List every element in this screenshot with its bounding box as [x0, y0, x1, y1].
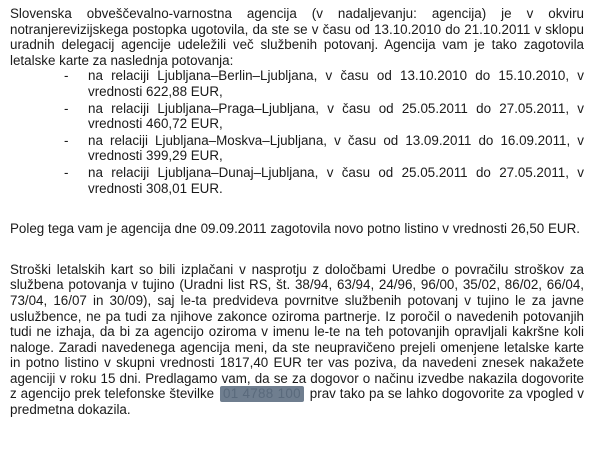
passport-paragraph: Poleg tega vam je agencija dne 09.09.2011 zagotovila novo potno listino v vrednosti 26,50 EUR.: [10, 221, 580, 237]
closing-paragraph: [10, 262, 584, 418]
dash-bullet: -: [64, 68, 69, 84]
list-item: [10, 165, 584, 196]
list-item: [10, 133, 584, 164]
trip-text: na relaciji Ljubljana–Berlin–Ljubljana, v času od 13.10.2010 do 15.10.2010, v vrednosti 622,88 EUR,: [88, 68, 584, 99]
dash-bullet: -: [64, 164, 69, 180]
trip-text: na relaciji Ljubljana–Dunaj–Ljubljana, v času od 25.05.2011 do 27.05.2011, v vrednosti 308,01 EUR.: [88, 164, 584, 196]
dash-bullet: -: [64, 132, 69, 148]
closing-text-end: prav tako pa se lahko dogovorite za vpogled v predmetna dokazila.: [10, 386, 584, 418]
trip-text: na relaciji Ljubljana–Moskva–Ljubljana, v času od 13.09.2011 do 16.09.2011, v vrednosti 399,29 EUR,: [88, 132, 584, 164]
closing-text: Stroški letalskih kart so bili izplačani v nasprotju z določbami Uredbe o povračilu stroškov za službena potovanja v tujino (Uradni list RS, št. 38/94, 63/94, 24/96, 96/00, 35/02, 86/02, 66/04, 73/04, 16/07 in 30/09), saj le-ta predvideva povrnitve službenih potovanj v tujino le za javne uslužbence, ne pa tudi za njihove zakonce oziroma partnerje. Iz poročil o navedenih potovanjih tudi ne izhaja, da bi za agencijo oziroma v imenu le-te na teh potovanjih opravljali kakršne koli naloge. Zaradi navedenega agencija meni, da ste neupravičeno prejeli omenjene letalske karte in potno listino v skupni vrednosti 1817,40 EUR ter vas poziva, da navedeni znesek nakažete agenciji v roku 15 dni. Predlagamo vam, da se za dogovor o načinu izvedbe nakazila dogovorite z agencijo prek telefonske številke: [10, 261, 584, 402]
trip-list: [10, 68, 584, 196]
intro-paragraph: Slovenska obveščevalno-varnostna agencija (v nadaljevanju: agencija) je v okviru notranjerevizijskega postopka ugotovila, da ste se v času od 13.10.2010 do 21.10.2011 v sklopu uradnih delegacij agencije udeležili več službenih potovanj. Agencija vam je tako zagotovila letalske karte za naslednja potovanja:: [10, 6, 584, 68]
list-item: [10, 101, 584, 132]
trip-text: na relaciji Ljubljana–Praga–Ljubljana, v času od 25.05.2011 do 27.05.2011, v vrednosti 460,72 EUR,: [88, 100, 584, 132]
list-item: [10, 68, 584, 99]
dash-bullet: -: [64, 100, 69, 116]
redacted-phone-number: 01 4788 100: [220, 386, 304, 402]
